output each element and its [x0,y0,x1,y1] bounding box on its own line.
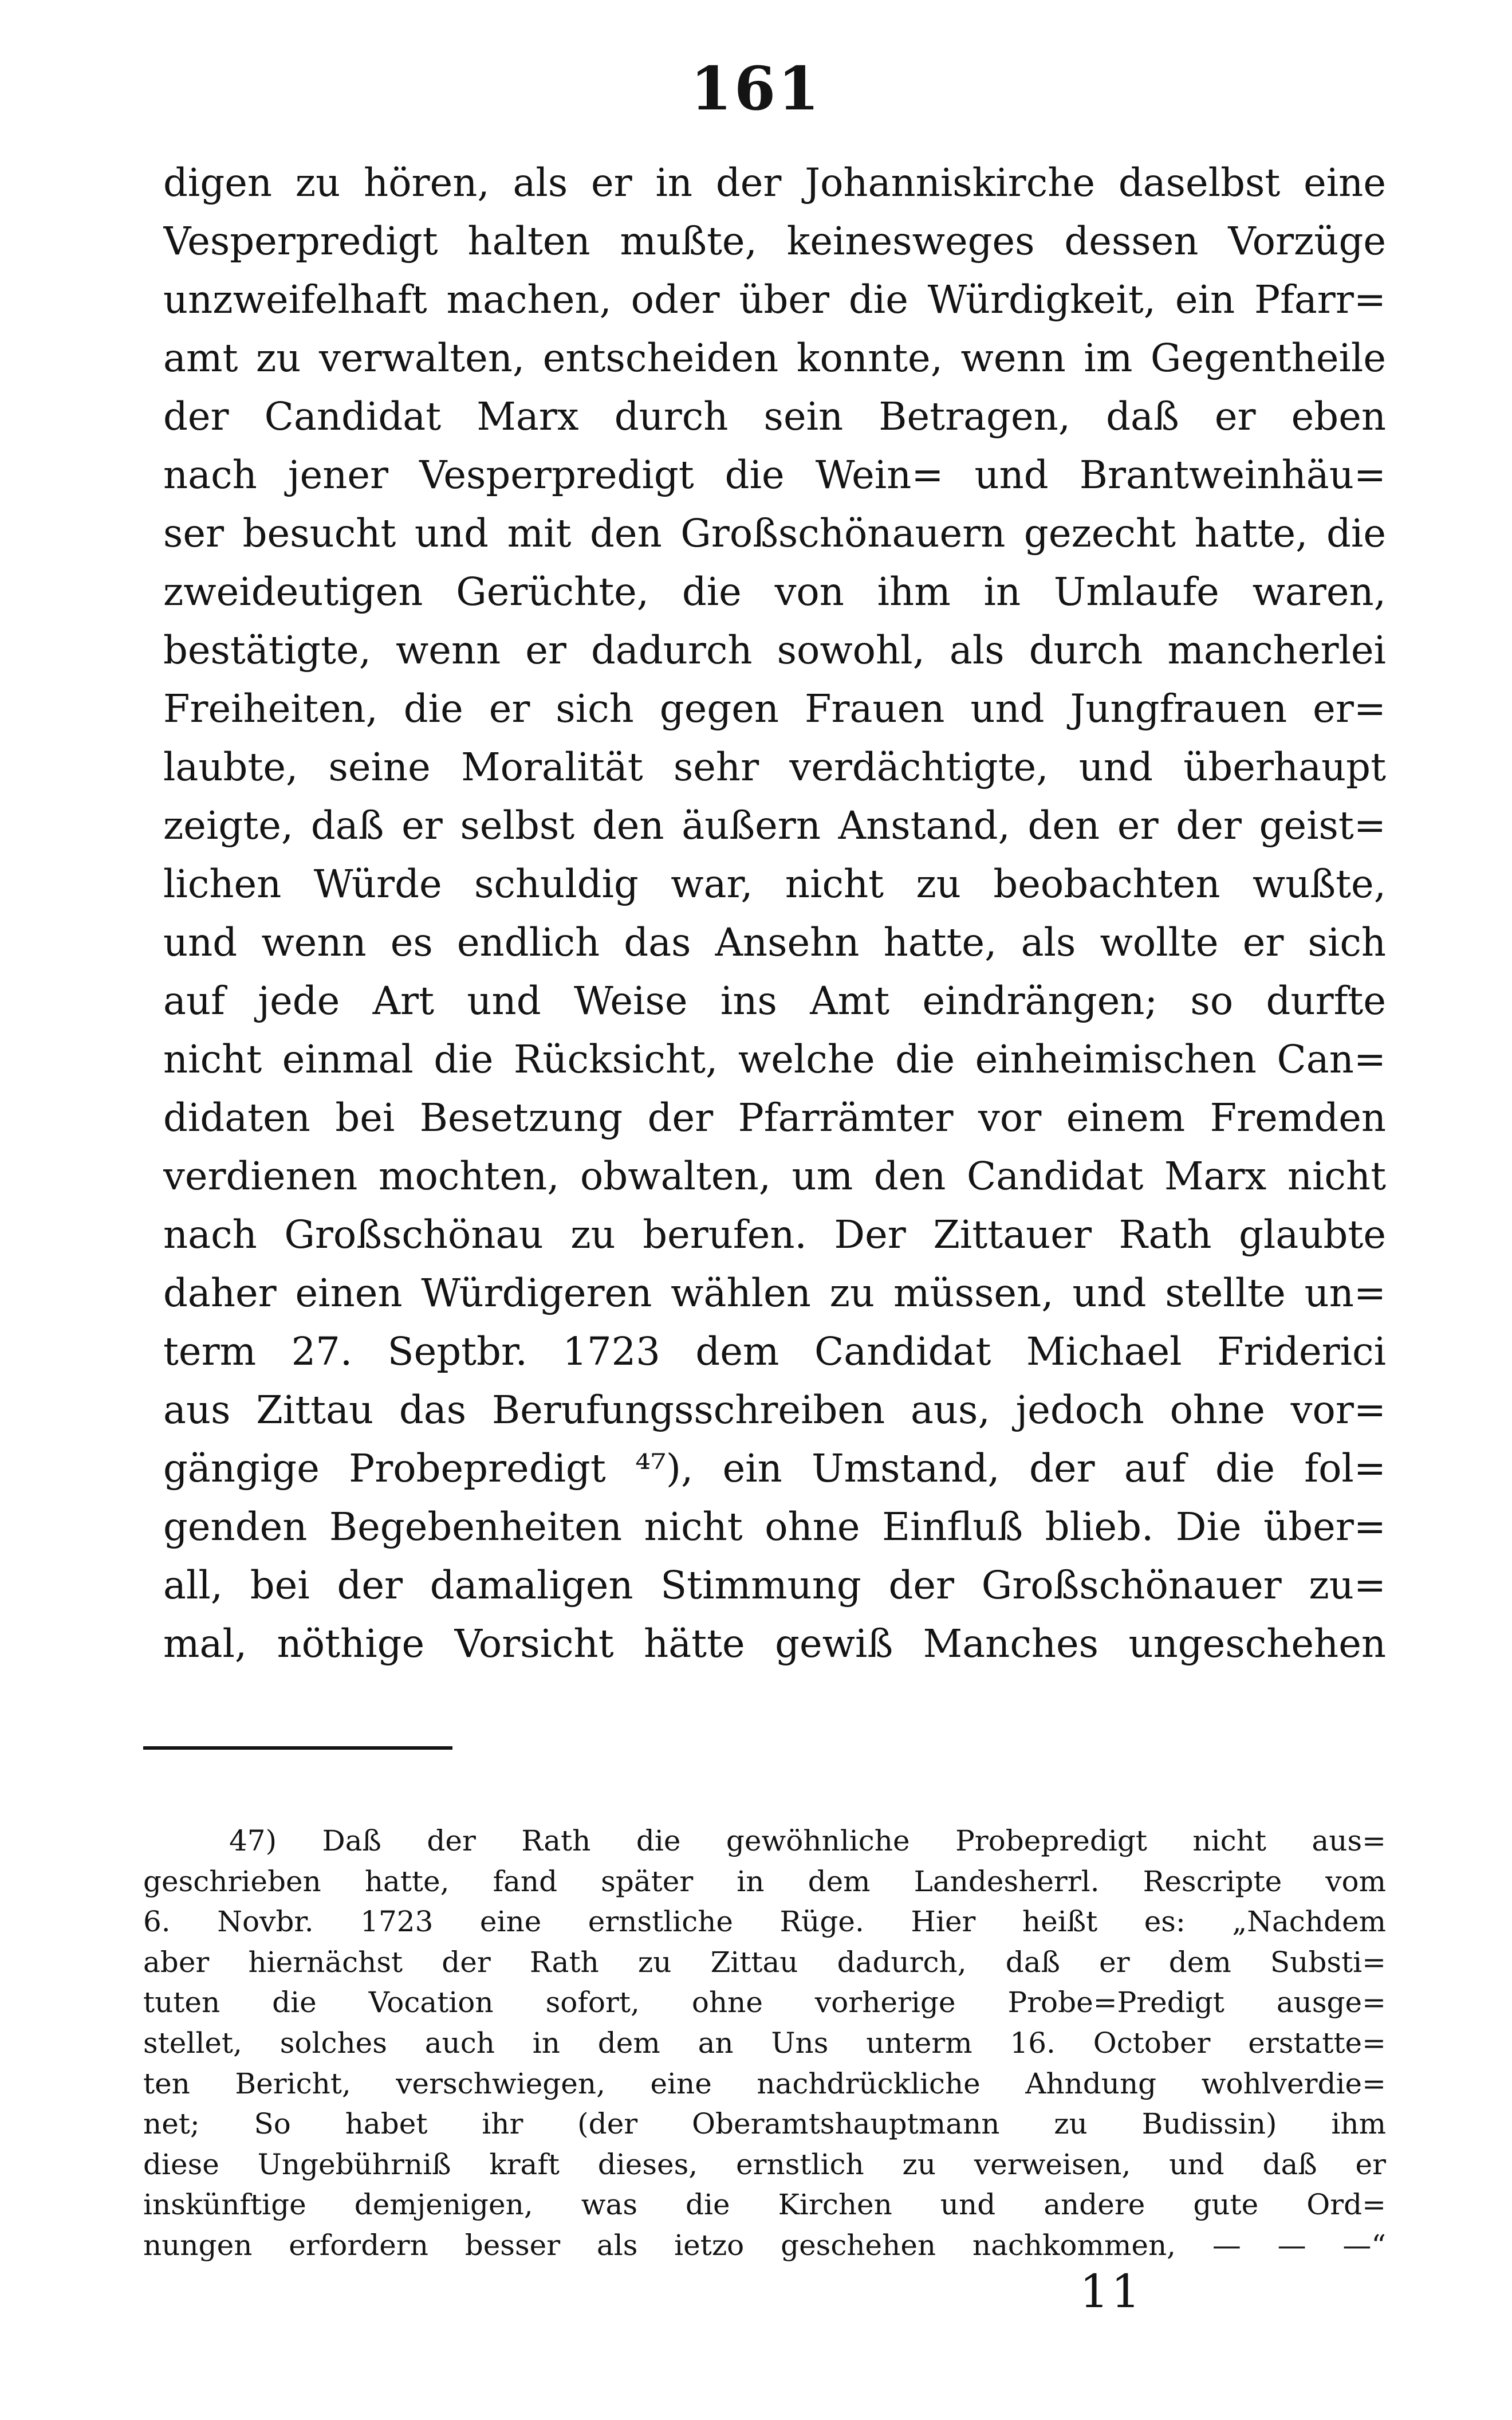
footnote-line: aber hiernächst der Rath zu Zittau dadurch, daß er dem Substi= [143,1945,1386,1979]
body-line: amt zu verwalten, entscheiden konnte, wenn im Gegentheile [163,336,1386,380]
body-line: genden Begebenheiten nicht ohne Einfluß blieb. Die über= [163,1504,1386,1549]
footnote-line: stellet, solches auch in dem an Uns unterm 16. October erstatte= [143,2026,1386,2060]
body-line: nach jener Vesperpredigt die Wein= und Brantweinhäu= [163,453,1386,497]
body-line: Vesperpredigt halten mußte, keinesweges dessen Vorzüge [163,219,1386,264]
footnote-line: net; So habet ihr (der Oberamtshauptmann zu Budissin) ihm [143,2107,1386,2141]
footnote-line: inskünftige demjenigen, was die Kirchen und andere gute Ord= [143,2188,1386,2222]
footnote [143,1821,1386,2266]
footnote-line: nungen erfordern besser als ietzo geschehen nachkommen, — — —“ [143,2228,1386,2262]
body-line: lichen Würde schuldig war, nicht zu beobachten wußte, [163,862,1386,906]
signature-mark: 11 [1080,2265,1143,2318]
body-text [163,154,1386,1673]
body-line: Freiheiten, die er sich gegen Frauen und Jungfrauen er= [163,686,1386,731]
body-line: didaten bei Besetzung der Pfarrämter vor einem Fremden [163,1095,1386,1140]
body-line: verdienen mochten, obwalten, um den Candidat Marx nicht [163,1154,1386,1199]
footnote-line: geschrieben hatte, fand später in dem Landesherrl. Rescripte vom [143,1864,1386,1898]
body-line: term 27. Septbr. 1723 dem Candidat Michael Friderici [163,1329,1386,1374]
body-line: digen zu hören, als er in der Johanniskirche daselbst eine [163,160,1386,205]
body-line: laubte, seine Moralität sehr verdächtigte, und überhaupt [163,745,1386,789]
footnote-line: 47) Daß der Rath die gewöhnliche Probepredigt nicht aus= [229,1824,1386,1857]
body-line: zweideutigen Gerüchte, die von ihm in Umlaufe waren, [163,569,1386,614]
body-line: daher einen Würdigeren wählen zu müssen, und stellte un= [163,1271,1386,1315]
body-line: zeigte, daß er selbst den äußern Anstand, den er der geist= [163,803,1386,848]
body-line: ser besucht und mit den Großschönauern gezecht hatte, die [163,511,1386,556]
body-line: auf jede Art und Weise ins Amt eindrängen; so durfte [163,979,1386,1023]
body-line: unzweifelhaft machen, oder über die Würdigkeit, ein Pfarr= [163,277,1386,322]
body-line: aus Zittau das Berufungsschreiben aus, jedoch ohne vor= [163,1388,1386,1432]
body-line: der Candidat Marx durch sein Betragen, daß er eben [163,394,1386,439]
body-line: und wenn es endlich das Ansehn hatte, als wollte er sich [163,920,1386,965]
body-line: all, bei der damaligen Stimmung der Großschönauer zu= [163,1563,1386,1608]
footnote-line: ten Bericht, verschwiegen, eine nachdrückliche Ahndung wohlverdie= [143,2067,1386,2100]
body-line: gängige Probepredigt ⁴⁷), ein Umstand, der auf die fol= [163,1446,1386,1491]
footnote-line: 6. Novbr. 1723 eine ernstliche Rüge. Hier heißt es: „Nachdem [143,1905,1386,1939]
footnote-line: diese Ungebührniß kraft dieses, ernstlich zu verweisen, und daß er [143,2147,1386,2181]
page-number: 161 [690,53,822,124]
body-line: mal, nöthige Vorsicht hätte gewiß Manches ungeschehen [163,1621,1386,1666]
body-line: nach Großschönau zu berufen. Der Zittauer Rath glaubte [163,1212,1386,1257]
footnote-line: tuten die Vocation sofort, ohne vorherige Probe=Predigt ausge= [143,1986,1386,2020]
footnote-divider [143,1746,452,1750]
body-line: nicht einmal die Rücksicht, welche die einheimischen Can= [163,1037,1386,1082]
body-line: bestätigte, wenn er dadurch sowohl, als durch mancherlei [163,628,1386,673]
